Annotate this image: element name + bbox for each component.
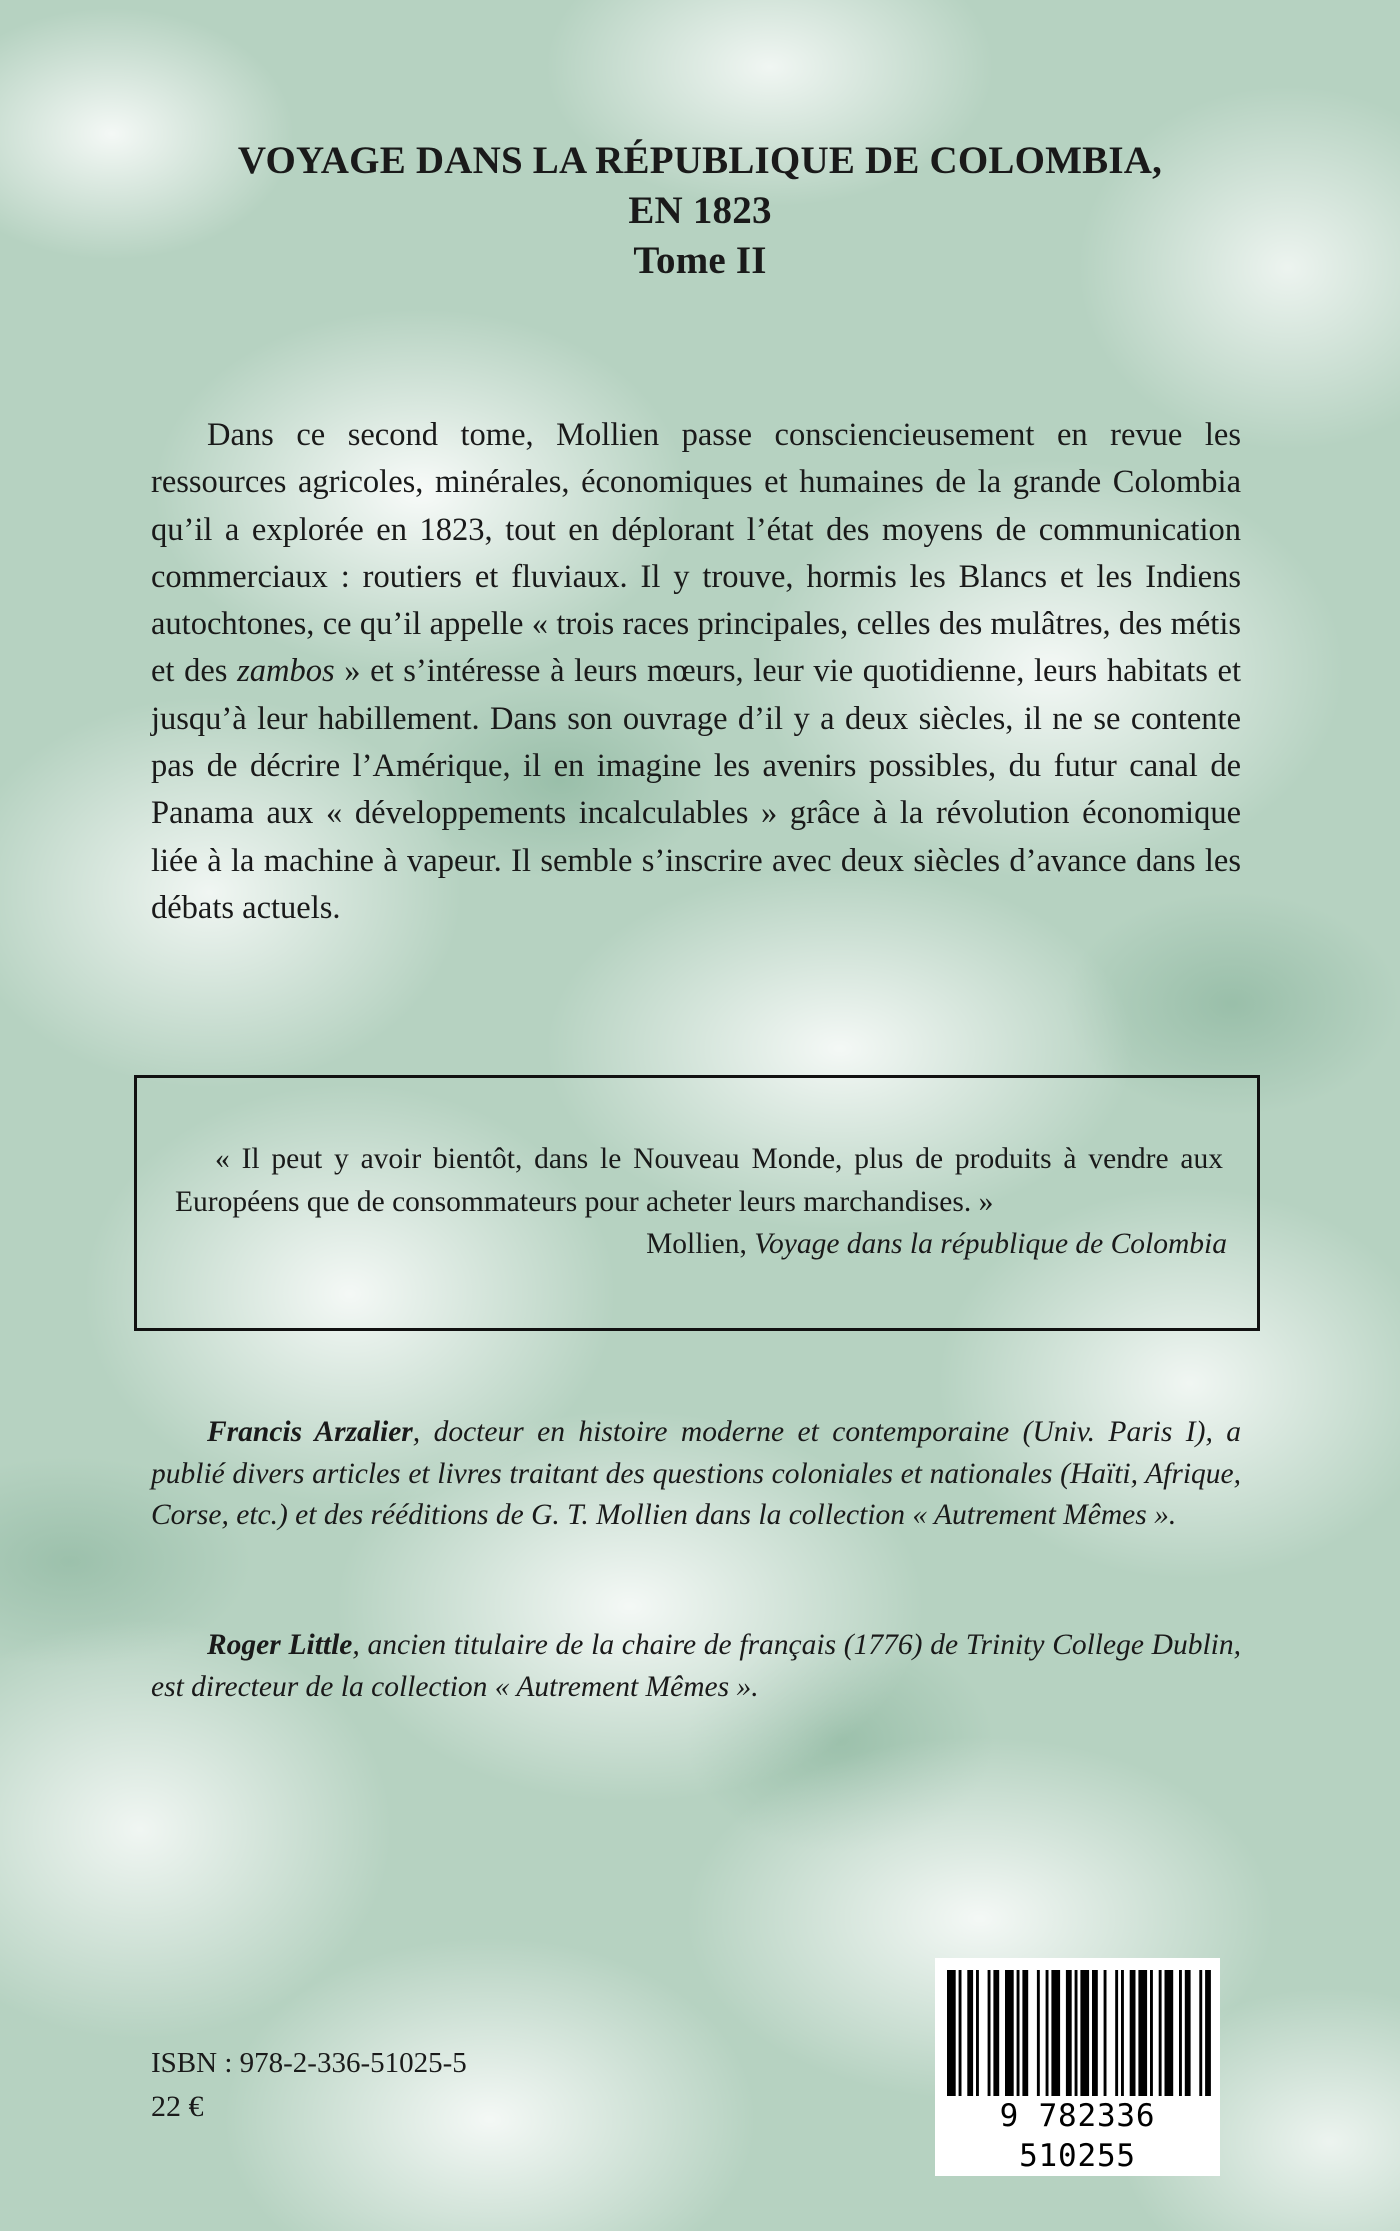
author-name: Francis Arzalier (207, 1416, 413, 1448)
director-name: Roger Little (207, 1629, 353, 1661)
barcode (935, 1958, 1220, 2174)
quote-work-title: Voyage dans la république de Colombia (754, 1228, 1227, 1260)
isbn: ISBN : 978-2-336-51025-5 (151, 2047, 467, 2079)
price: 22 € (151, 2090, 204, 2123)
director-bio-text: , ancien titulaire de la chaire de français (1776) de Trinity College Dublin, est directeur de la collection « Autrement Mêmes ». (151, 1629, 1241, 1703)
quote-box (134, 1075, 1260, 1331)
book-title (0, 136, 1400, 286)
quote-text: « Il peut y avoir bientôt, dans le Nouveau Monde, plus de produits à vendre aux Européens que de consommateurs pour acheter leurs marchandises. » (175, 1143, 1223, 1218)
summary-emphasis: zambos (237, 653, 335, 690)
title-line-2: EN 1823 (628, 189, 772, 232)
author-bio-text: , docteur en histoire moderne et contemporaine (Univ. Paris I), a publié divers articles et livres traitant des questions coloniales et nationales (Haïti, Afrique, Corse, etc.) et des rééditions de G. T. Mollien dans la collection « Autrement Mêmes ». (151, 1416, 1241, 1531)
author-bio (151, 1412, 1241, 1537)
barcode-digits: 9 782336 510255 (935, 2096, 1220, 2176)
title-volume: Tome II (633, 239, 767, 282)
summary-text-part-2: » et s’intéresse à leurs mœurs, leur vie quotidienne, leurs habitats et jusqu’à leur habillement. Dans son ouvrage d’il y a deux siècles, il ne se contente pas de décrire l’Amérique, il en imagine les avenirs possibles, du futur canal de Panama aux « développements incalculables » grâce à la révolution économique liée à la machine à vapeur. Il semble s’inscrire avec deux siècles d’avance dans les débats actuels. (151, 653, 1242, 926)
quote-attribution (646, 1223, 1227, 1266)
quote-author: Mollien, (646, 1228, 747, 1260)
barcode-icon (935, 1958, 1220, 2103)
title-line-1: VOYAGE DANS LA RÉPUBLIQUE DE COLOMBIA, (237, 139, 1163, 182)
director-bio (151, 1625, 1241, 1708)
summary-paragraph (151, 412, 1241, 932)
summary-text-part-1: Dans ce second tome, Mollien passe consciencieusement en revue les ressources agricoles, minérales, économiques et humaines de la grande Colombia qu’il a explorée en 1823, tout en déplorant l’état des moyens de communication commerciaux : routiers et fluviaux. Il y trouve, hormis les Blancs et les Indiens autochtones, ce qu’il appelle « trois races principales, celles des mulâtres, des métis et des (151, 417, 1241, 690)
